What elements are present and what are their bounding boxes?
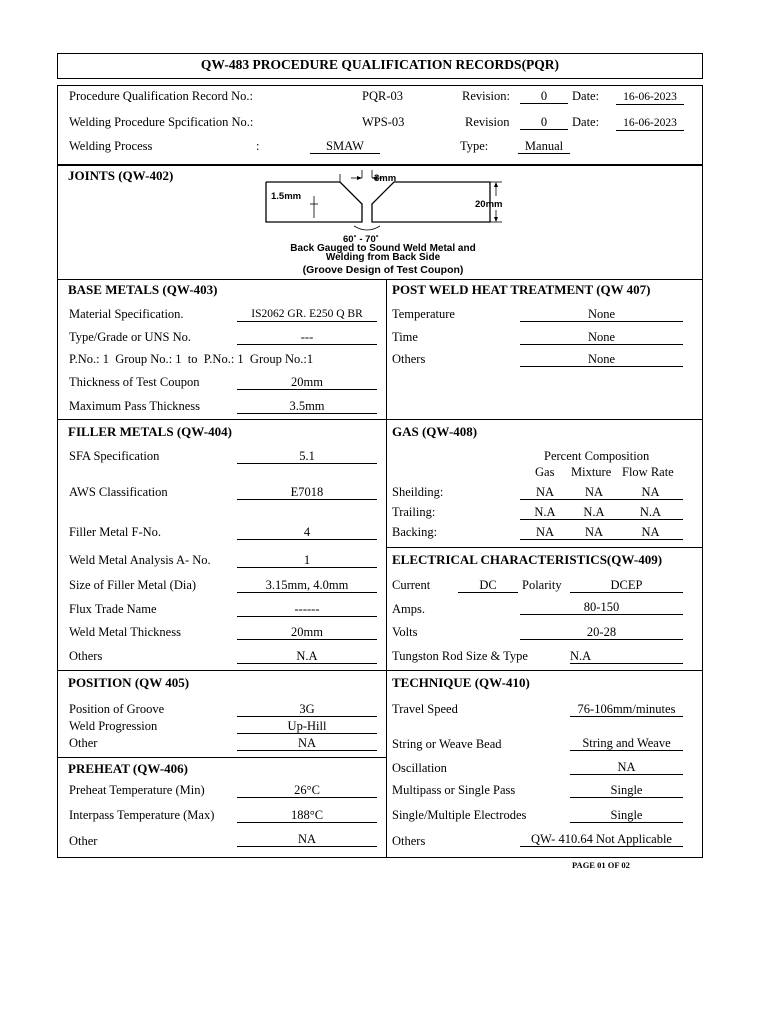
weld-thick-value: 20mm (237, 625, 377, 640)
sfa-value: 5.1 (237, 449, 377, 464)
document-title: QW-483 PROCEDURE QUALIFICATION RECORDS(PQR) (200, 57, 560, 72)
wps-label: Welding Procedure Spcification No.: (69, 115, 254, 129)
electrodes-label: Single/Multiple Electrodes (392, 808, 527, 822)
date1-label: Date: (572, 89, 600, 103)
process-colon: : (256, 139, 260, 153)
divider-joints (57, 279, 703, 280)
shielding-label: Sheilding: (392, 485, 444, 499)
center-divider (386, 279, 387, 858)
pass-value: Single (570, 783, 683, 798)
dim-angle: 60˚ - 70˚ (343, 234, 379, 245)
preheat-max-value: 188°C (237, 808, 377, 823)
divider-electrical-right (386, 670, 703, 671)
divider-filler-left (57, 670, 386, 671)
progression-label: Weld Progression (69, 719, 158, 733)
groove-value: 3G (237, 702, 377, 717)
speed-value: 76-106mm/minutes (570, 702, 683, 717)
shielding-gas: NA (520, 485, 570, 500)
aws-value: E7018 (237, 485, 377, 500)
date2-label: Date: (572, 115, 600, 129)
technique-title: TECHNIQUE (QW-410) (392, 675, 530, 690)
date2-value: 16-06-2023 (616, 116, 684, 131)
flux-value: ------ (237, 602, 377, 617)
sfa-label: SFA Specification (69, 449, 160, 463)
gas-col-flow: Flow Rate (622, 465, 674, 479)
filler-others-value: N.A (237, 649, 377, 664)
flux-label: Flux Trade Name (69, 602, 157, 616)
type-grade-value: --- (237, 330, 377, 345)
revision1-value: 0 (520, 89, 568, 104)
position-title: POSITION (QW 405) (68, 675, 190, 690)
backing-gas: NA (520, 525, 570, 540)
pwht-others-label: Others (392, 352, 426, 366)
groove-label: Position of Groove (69, 702, 165, 716)
preheat-other-label: Other (69, 834, 98, 848)
page-number: PAGE 01 OF 02 (572, 860, 630, 870)
type-label: Type: (460, 139, 489, 153)
base-metals-title: BASE METALS (QW-403) (68, 282, 218, 297)
amps-value: 80-150 (520, 600, 683, 615)
joint-note-2: Welding from Back Side (325, 252, 441, 263)
preheat-other-value: NA (237, 832, 377, 847)
pwht-others-value: None (520, 352, 683, 367)
tungsten-label: Tungston Rod Size & Type (392, 649, 528, 663)
material-label: Material Specification. (69, 307, 184, 321)
thickness-label: Thickness of Test Coupon (69, 375, 200, 389)
revision1-label: Revision: (462, 89, 510, 103)
maxpass-label: Maximum Pass Thickness (69, 399, 201, 413)
preheat-min-value: 26°C (237, 783, 377, 798)
progression-value: Up-Hill (237, 719, 377, 734)
filler-others-label: Others (69, 649, 103, 663)
revision2-label: Revision (465, 115, 510, 129)
volts-value: 20-28 (520, 625, 683, 640)
technique-others-label: Others (392, 834, 426, 848)
dim-root: 1.5mm (271, 191, 302, 202)
oscillation-label: Oscillation (392, 761, 447, 775)
bead-value: String and Weave (570, 736, 683, 751)
pwht-time-value: None (520, 330, 683, 345)
backing-label: Backing: (392, 525, 438, 539)
dim-gap: 3mm (374, 173, 397, 184)
gas-col-mixture: Mixture (571, 465, 612, 479)
pwht-time-label: Time (392, 330, 418, 344)
pwht-title: POST WELD HEAT TREATMENT (QW 407) (392, 282, 651, 297)
filler-title: FILLER METALS (QW-404) (68, 424, 232, 439)
backing-mixture: NA (570, 525, 618, 540)
trailing-flow: N.A (618, 505, 683, 520)
preheat-min-label: Preheat Temperature (Min) (69, 783, 205, 797)
pwht-temp-value: None (520, 307, 683, 322)
shielding-mixture: NA (570, 485, 618, 500)
pno-line: P.No.: 1 Group No.: 1 to P.No.: 1 Group No.:1 (69, 352, 314, 366)
type-value: Manual (518, 139, 570, 154)
trailing-label: Trailing: (392, 505, 436, 519)
tungsten-value: N.A (570, 649, 683, 664)
pass-label: Multipass or Single Pass (392, 783, 516, 797)
divider-base-left (57, 419, 386, 420)
joints-title: JOINTS (QW-402) (68, 168, 174, 183)
shielding-flow: NA (618, 485, 683, 500)
type-grade-label: Type/Grade or UNS No. (69, 330, 192, 344)
aws-label: AWS Classification (69, 485, 168, 499)
polarity-label: Polarity (522, 578, 562, 592)
current-label: Current (392, 578, 431, 592)
position-other-label: Other (69, 736, 98, 750)
maxpass-value: 3.5mm (237, 399, 377, 414)
bead-label: String or Weave Bead (392, 737, 502, 751)
wps-value: WPS-03 (362, 115, 405, 129)
fno-value: 4 (237, 525, 377, 540)
dim-thickness: 20mm (475, 199, 503, 210)
polarity-value: DCEP (570, 578, 683, 593)
electrodes-value: Single (570, 808, 683, 823)
preheat-max-label: Interpass Temperature (Max) (69, 808, 215, 822)
thickness-value: 20mm (237, 375, 377, 390)
current-value: DC (458, 578, 518, 593)
position-other-value: NA (237, 736, 377, 751)
fno-label: Filler Metal F-No. (69, 525, 162, 539)
material-value: IS2062 GR. E250 Q BR (237, 307, 377, 322)
date1-value: 16-06-2023 (616, 90, 684, 105)
ano-label: Weld Metal Analysis A- No. (69, 553, 211, 567)
gas-title: GAS (QW-408) (392, 424, 478, 439)
process-value: SMAW (310, 139, 380, 154)
oscillation-value: NA (570, 760, 683, 775)
revision2-value: 0 (520, 115, 568, 130)
size-value: 3.15mm, 4.0mm (237, 578, 377, 593)
ano-value: 1 (237, 553, 377, 568)
pqr-value: PQR-03 (362, 89, 403, 103)
pqr-label: Procedure Qualification Record No.: (69, 89, 253, 103)
divider-gas-right (386, 547, 703, 548)
preheat-title: PREHEAT (QW-406) (68, 761, 189, 776)
joint-note-1: Back Gauged to Sound Weld Metal and (290, 243, 476, 254)
backing-flow: NA (618, 525, 683, 540)
trailing-gas: N.A (520, 505, 570, 520)
gas-percent-header: Percent Composition (544, 449, 650, 463)
divider-position-left (57, 757, 386, 758)
technique-others-value: QW- 410.64 Not Applicable (520, 832, 683, 847)
speed-label: Travel Speed (392, 702, 458, 716)
weld-thick-label: Weld Metal Thickness (69, 625, 181, 639)
volts-label: Volts (392, 625, 418, 639)
electrical-title: ELECTRICAL CHARACTERISTICS(QW-409) (392, 552, 663, 567)
trailing-mixture: N.A (570, 505, 618, 520)
gas-col-gas: Gas (535, 465, 555, 479)
size-label: Size of Filler Metal (Dia) (69, 578, 197, 592)
joint-caption: (Groove Design of Test Coupon) (302, 264, 464, 276)
amps-label: Amps. (392, 602, 425, 616)
divider-pwht-right (386, 419, 703, 420)
pwht-temp-label: Temperature (392, 307, 455, 321)
process-label: Welding Process (69, 139, 153, 153)
